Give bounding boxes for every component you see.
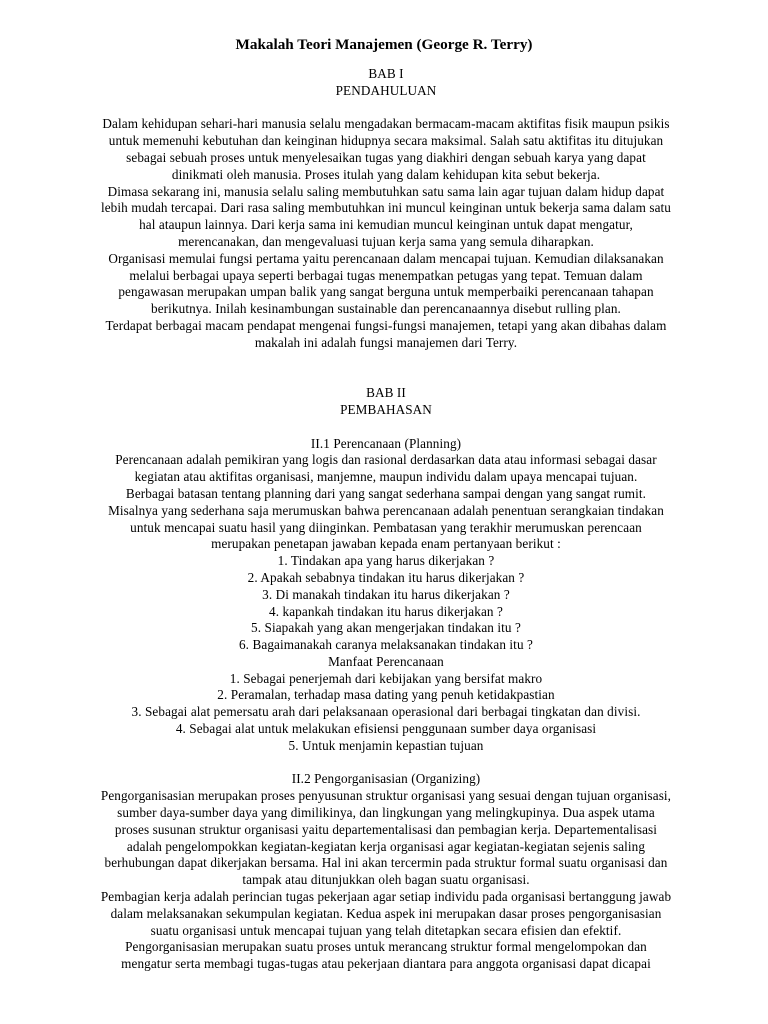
subheading: Manfaat Perencanaan: [328, 653, 444, 669]
text-line: Pengorganisasian merupakan suatu proses untuk merancang struktur formal mengelompokan dan: [125, 939, 647, 955]
text-line: sumber daya-sumber daya yang dimilikinya, dan lingkungan yang melingkupinya. Dua aspek utama: [117, 805, 655, 821]
text-line: tampak atau ditunjukkan oleh bagan suatu organisasi.: [242, 872, 530, 888]
text-line: hal ataupun lainnya. Dari kerja sama ini kemudian muncul keinginan untuk dapat mengatur,: [139, 217, 633, 233]
text-line: berhubungan dapat dikerjakan bersama. Hal ini akan tercermin pada struktur formal suatu organisasi dan: [104, 855, 668, 871]
text-line: melalui berbagai upaya seperti berbagai tugas menempatkan petugas yang tepat. Temuan dalam: [129, 267, 643, 283]
text-line: makalah ini adalah fungsi manajemen dari Terry.: [254, 334, 518, 350]
list-item: 1. Tindakan apa yang harus dikerjakan ?: [277, 553, 495, 569]
text-line: Misalnya yang sederhana saja merumuskan bahwa perencanaan adalah penentuan serangkaian tindakan: [108, 502, 664, 518]
chapter-2-title: PEMBAHASAN: [340, 401, 432, 417]
list-item: 6. Bagaimanakah caranya melaksanakan tindakan itu ?: [238, 637, 533, 653]
section-organizing-title: II.2 Pengorganisasian (Organizing): [291, 771, 481, 787]
list-item: 2. Apakah sebabnya tindakan itu harus dikerjakan ?: [247, 569, 525, 585]
text-line: merencanakan, dan mengevaluasi tujuan kerja sama yang semula diharapkan.: [178, 233, 594, 249]
text-line: Perencanaan adalah pemikiran yang logis dan rasional derdasarkan data atau informasi sebagai dasar: [115, 452, 657, 468]
text-line: berikutnya. Inilah kesinambungan sustainable dan perencanaannya disebut rulling plan.: [151, 301, 621, 317]
text-line: Dalam kehidupan sehari-hari manusia selalu mengadakan bermacam-macam aktifitas fisik maupun psikis: [102, 116, 670, 132]
list-item: 3. Sebagai alat pemersatu arah dari pelaksanaan operasional dari berbagai tingkatan dan divisi.: [131, 704, 641, 720]
text-line: Dimasa sekarang ini, manusia selalu saling membutuhkan satu sama lain agar tujuan dalam hidup dapat: [107, 183, 665, 199]
section-planning-title: II.1 Perencanaan (Planning): [310, 435, 462, 451]
chapter-1-label: BAB I: [368, 66, 404, 81]
text-line: Pengorganisasian merupakan proses penyusunan struktur organisasi yang sesuai dengan tujuan organisasi,: [100, 788, 672, 804]
text-line: mengatur serta membagi tugas-tugas atau pekerjaan diantara para anggota organisasi dapat dicapai: [121, 956, 651, 972]
text-line: proses susunan struktur organisasi yaitu departementalisasi dan pembagian kerja. Departementalisasi: [114, 821, 658, 837]
chapter-1-body: [52, 116, 720, 351]
text-line: adalah pengelompokkan kegiatan-kegiatan kerja organisasi agar kegiatan-kegiatan sejenis saling: [126, 838, 646, 854]
text-line: Berbagai batasan tentang planning dari yang sangat sederhana sampai dengan yang sangat rumit.: [125, 485, 647, 501]
section-planning-body: [52, 452, 720, 754]
document-title: Makalah Teori Manajemen (George R. Terry): [235, 36, 533, 53]
chapter-1-title: PENDAHULUAN: [335, 82, 437, 98]
text-line: dinikmati oleh manusia. Proses itulah yang dalam kehidupan kita sebut bekerja.: [171, 166, 601, 182]
text-line: untuk mencapai suatu hasil yang diinginkan. Pembatasan yang terakhir merumuskan perencaan: [130, 519, 642, 535]
text-line: lebih mudah tercapai. Dari rasa saling membutuhkan ini muncul keinginan untuk bekerja sama dalam satu: [100, 200, 672, 216]
text-line: Terdapat berbagai macam pendapat mengenai fungsi-fungsi manajemen, tetapi yang akan dibahas dalam: [105, 317, 667, 333]
text-line: sebagai sebuah proses untuk menyelesaikan tugas yang diakhiri dengan sebuah karya yang dapat: [126, 149, 646, 165]
text-line: kegiatan atau aktifitas organisasi, manjemne, maupun individu dalam upaya mencapai tujuan.: [134, 469, 638, 485]
list-item: 3. Di manakah tindakan itu harus dikerjakan ?: [262, 586, 510, 602]
text-line: pengawasan merupakan umpan balik yang sangat berguna untuk memperbaiki perencanaan tahapan: [118, 284, 654, 300]
section-organizing-body: [52, 788, 720, 973]
document-body: [52, 66, 720, 973]
text-line: Organisasi memulai fungsi pertama yaitu perencanaan dalam mencapai tujuan. Kemudian dilaksanakan: [108, 250, 664, 266]
text-line: untuk memenuhi kebutuhan dan keinginan hidupnya secara maksimal. Salah satu aktifitas itu ditujukan: [108, 133, 664, 149]
chapter-2-label: BAB II: [366, 385, 406, 401]
text-line: dalam melaksanakan sekumpulan kegiatan. Kedua aspek ini merupakan dasar proses pengorganisasian: [110, 905, 662, 921]
text-line: suatu organisasi untuk mencapai tujuan yang telah ditetapkan secara efisien dan efektif.: [150, 922, 622, 938]
text-line: Pembagian kerja adalah perincian tugas pekerjaan agar setiap individu pada organisasi bertanggung jawab: [100, 889, 672, 905]
list-item: 5. Siapakah yang akan mengerjakan tindakan itu ?: [251, 620, 521, 636]
list-item: 1. Sebagai penerjemah dari kebijakan yang bersifat makro: [229, 670, 543, 686]
text-line: merupakan penetapan jawaban kepada enam pertanyaan berikut :: [211, 536, 561, 552]
list-item: 4. Sebagai alat untuk melakukan efisiensi penggunaan sumber daya organisasi: [175, 721, 597, 737]
list-item: 2. Peramalan, terhadap masa dating yang penuh ketidakpastian: [217, 687, 555, 703]
list-item: 5. Untuk menjamin kepastian tujuan: [288, 737, 484, 753]
list-item: 4. kapankah tindakan itu harus dikerjakan ?: [269, 603, 503, 619]
